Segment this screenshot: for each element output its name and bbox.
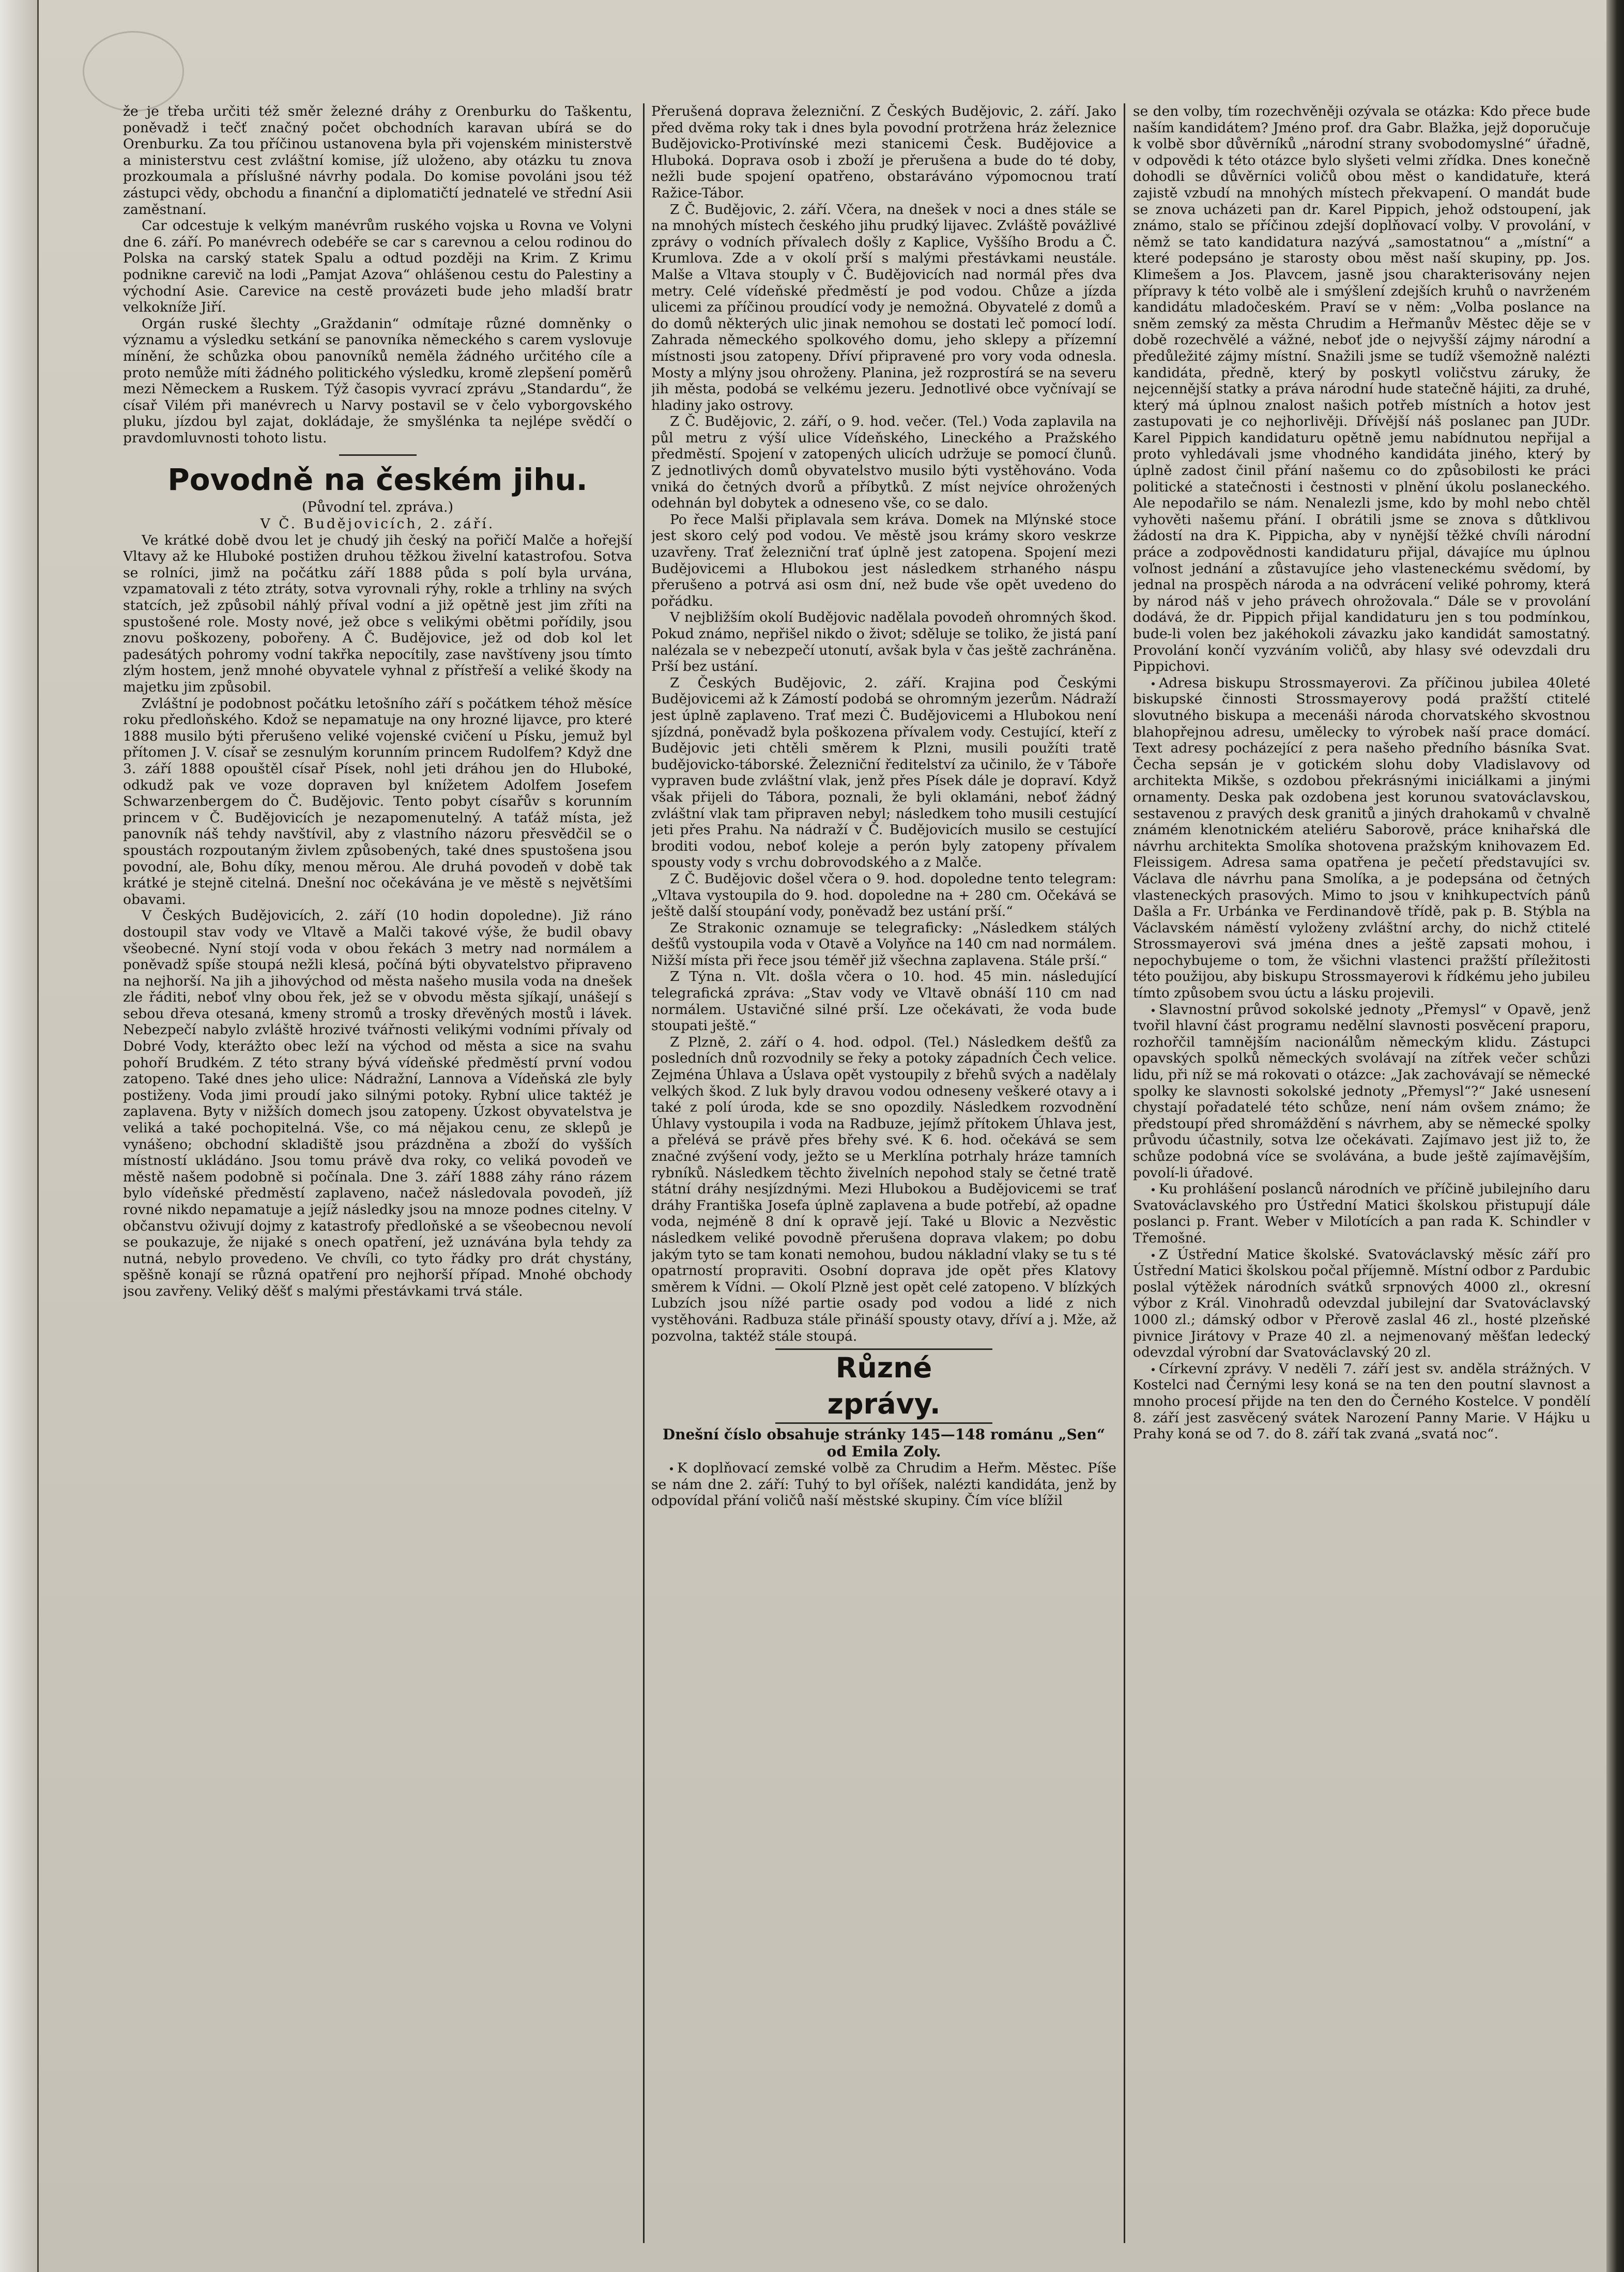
article-paragraph: že je třeba určiti též směr železné dráhy z Orenburku do Taškentu, poněvadž i tečť značný počet obchodních karavan ubírá se do Orenburku. Za tou příčinou ustanovena byla při vojenském ministerstvě a ministerstvu cest zvláštní komise, jíž uloženo, aby otázku tu znova prozkoumala a příslušné návrhy podala. Do komise povoláni jsou též zástupci vědy, obchodu a finanční a diplomatičtí jednatelé ve střední Asii zaměstnaní. [123,103,632,218]
article-paragraph: Z Českých Budějovic, 2. září. Krajina pod Českými Budějovicemi až k Zámostí podobá se ohromným jezerům. Nádraží jest úplně zaplaveno. Trať mezi Č. Budějovicemi a Hlubokou není sjízdná, poněvadž byla poškozena přívalem vody. Cestující, kteří z Budějovic jeti chtěli směrem k Plzni, musili použíti tratě budějovicko-táborské. Železniční ředitelství za učinilo, že v Táboře vypraven bude zvláštní vlak, jenž přes Písek dále je dopraví. Když však přijeli do Tábora, poznali, že byli oklamáni, neboť žádný zvláštní vlak tam připraven nebyl; následkem toho musili cestující jeti přes Prahu. Na nádraží v Č. Budějovicích musilo se cestující broditi vodou, neboť koleje a perón byly zatopeny přívalem spousty vody s vrchu dobrovodského a z Malče. [651,674,1116,871]
bullet-icon [1152,1009,1155,1012]
article-paragraph [651,1460,1116,1509]
bullet-icon [1152,1188,1155,1191]
column-right [1133,103,1590,2233]
column-rule [1124,103,1125,2243]
article-paragraph: Ze Strakonic oznamuje se telegraficky: „Následkem stálých dešťů vystoupila voda v Otavě a Volyňce na 140 cm nad normálem. Nižší místa při řece jsou téměř již všechna zaplavena. Stále prší.“ [651,919,1116,969]
article-text: Z Ústřední Matice školské. Svatováclavský měsíc září pro Ústřední Matici školskou počal příjemně. Místní odbor z Pardubic poslal výtěžek národních svátků srpnových 4000 zl., okresní výbor z Král. Vinohradů odevzdal jubilejní dar Svatováclavský 1000 zl.; dámský odbor v Přerově zaslal 46 zl., hosté plzeňské pivnice Jirátovy v Praze 40 zl. a nejmenovaný měšťan ledecký odevzdal výrobní dar Svatováclavský 20 zl. [1133,1246,1590,1361]
section-divider [339,454,417,456]
article-paragraph [1133,1361,1590,1442]
dateline: V Č. Budějovicích, 2. září. [260,516,495,532]
article-paragraph: Po řece Malši připlavala sem kráva. Domek na Mlýnské stoce jest skoro celý pod vodou. Ve městě jsou krámy skoro veskrze uzavřeny. Trať železniční trať úplně jest zatopena. Spojení mezi Budějovicemi a Hlubokou jest následkem strhaného náspu přerušeno a potrvá asi osm dní, než bude vše opět uvedeno do pořádku. [651,511,1116,609]
article-paragraph [1133,1247,1590,1361]
library-stamp [83,31,184,112]
section-heading-box: Různé zprávy. [775,1348,992,1424]
section-heading: Povodně na českém jihu. [167,462,588,498]
article-paragraph: Z Č. Budějovic, 2. září, o 9. hod. večer. (Tel.) Voda zaplavila na půl metru z výší ulice Vídeňského, Lineckého a Pražského předměstí. Spojení v zatopených ulicích udržuje se pomocí člunů. Z jednotlivých domů obyvatelstvo musilo býti vystěhováno. Voda vniká do četných dvorů a příbytků. Z míst nejvíce ohrožených odehnán byl dobytek a odneseno vše, co se dalo. [651,413,1116,512]
article-paragraph: V Českých Budějovicích, 2. září (10 hodin dopoledne). Již ráno dostoupil stav vody ve Vltavě a Malči takové výše, že budil obavy všeobecné. Nyní stojí voda v obou řekách 3 metry nad normálem a poněvadž spíše stoupá nežli klesá, počíná býti obyvatelstvo připraveno na nejhorší. Na jih a jihovýchod od města našeho musila voda na dnešek zle řáditi, neboť vlny obou řek, jež se v obvodu města sjíkají, unášejí s sebou dřeva otesaná, kmeny stromů a trosky dřevěných mostů i lávek. Nebezpečí nabylo zvláště hrozivé tvářnosti velikými vodními přívaly od Dobré Vody, kterážto obec leží na východ od města a sice na svahu pohoří Brudkém. Z této strany bývá vídeňské předměstí první vodou zatopeno. Také dnes jeho ulice: Nádražní, Lannova a Vídeňská zle byly postiženy. Voda jimi proudí jako silnými potoky. Rybní ulice taktéž je zaplavena. Byty v nižších domech jsou zatopeny. Úzkost obyvatelstva je veliká a také pochopitelná. Vše, co má nějakou cenu, ze sklepů je vynášeno; obchodní skladiště jsou prázdněna a zboží do vyšších místností ukládáno. Jsou tomu právě dva roky, co veliká povodeň ve městě našem podobně si počínala. Dne 3. září 1888 záhy ráno rázem bylo vídeňské předměstí zaplaveno, načež následovala povodeň, jíž rovné nikdo nepamatuje a jejíž následky jsou na mnoze podnes citelny. V občanstvu oživují dojmy z katastrofy předloňské a se všeobecnou nevolí se poukazuje, že nijaké s onech opatření, jež uznávána byla tehdy za nutná, nebylo provedeno. Ve chvíli, co tyto řádky pro drát chystány, spěšně konají se různá opatření pro nejhorší případ. Mnohé obchody jsou zavřeny. Veliký děšť s malými přestávkami trvá stále. [123,908,632,1299]
article-paragraph: Z Týna n. Vlt. došla včera o 10. hod. 45 min. následující telegrafická zpráva: „Stav vody ve Vltavě obnáší 110 cm nad normálem. Ustavičné silné prší. Lze očekávati, že voda bude stoupati ještě.“ [651,969,1116,1034]
article-paragraph [1133,1181,1590,1246]
column-middle [651,103,1116,2233]
article-text: Církevní zprávy. V neděli 7. září jest sv. anděla strážných. V Kostelci nad Černými lesy koná se na ten den poutní slavnost a mnoho procesí přijde na ten den do Černého Kostelce. V pondělí 8. září jest zasvěcený svátek Narození Panny Marie. V Hájku u Prahy koná se od 7. do 8. září tak zvaná „svatá noc“. [1133,1360,1590,1442]
article-paragraph: Přerušená doprava železniční. Z Českých Budějovic, 2. září. Jako před dvěma roky tak i dnes byla povodní protržena hráz železnice Budějovicko-Protivínské mezi stanicemi Česk. Budějovice a Hluboká. Doprava osob i zboží je přerušena a bude do té doby, nežli bude spojení opatřeno, obstaráváno výpomocnou tratí Ražice-Tábor. [651,103,1116,201]
page-edge-shadow [1606,0,1624,2272]
article-paragraph: Car odcestuje k velkým manévrům ruského vojska u Rovna ve Volyni dne 6. září. Po manévrech odebéře se car s carevnou a celou rodinou do Polska na carský statek Spalu a odtud později na Krim. Z Krimu podnikne carevič na lodi „Pamjat Azova“ ohlášenou cestu do Palestiny a východní Asie. Carevice na cestě provázeti bude jeho mladší bratr velkokníže Jiří. [123,218,632,316]
bullet-icon [1152,1368,1155,1371]
bullet-icon [1152,682,1155,685]
bullet-icon [1152,1254,1155,1257]
article-paragraph: Z Č. Budějovic, 2. září. Včera, na dnešek v noci a dnes stále se na mnohých místech českého jihu prudký lijavec. Zvláště povážlivé zprávy o vodních přívalech došly z Kaplice, Vyššího Brodu a Č. Krumlova. Zde a v okolí prší s malými přestávkami neustále. Malše a Vltava stouply v Č. Budějovicích nad normál přes dva metry. Celé vídeňské předměstí je pod vodou. Chůze a jízda ulicemi za příčinou proudící vody je nemožná. Obyvatelé z domů a do domů některých ulic jinak nemohou se dostati leč pomocí lodí. Zahrada německého spolkového domu, jeho sklepy a přízemní místnosti jsou zatopeny. Dříví připravené pro vory voda odnesla. Mosty a mlýny jsou ohroženy. Planina, jež rozprostírá se na severu jih města, podobá se velkému jezeru. Jednotlivé obce vyčnívají se hladiny jako ostrovy. [651,201,1116,413]
article-paragraph: Zvláštní je podobnost počátku letošního září s počátkem téhož měsíce roku předloňského. Kdož se nepamatuje na ony hrozné lijavce, pro které 1888 musilo býti přerušeno veliké vojenské cvičení u Písku, jemuž byl přítomen J. V. císař se zesnulým korunním princem Rudolfem? Když dne 3. září 1888 opouštěl císař Písek, nohl jeti dráhou jen do Hluboké, odkudž pak ve voze dopraven byl knížetem Adolfem Josefem Schwarzenbergem do Č. Budějovic. Tento pobyt císařův s korunním princem v Č. Budějovicích je nezapomenutelný. A taťáž místa, jež panovník náš tehdy navštívil, aby z vlastního názoru přesvědčil se o spoustách rozpoutaným živlem způsobených, také dnes spustošena jsou povodní, ale, Bohu díky, menou měrou. Ale druhá povodeň v době tak krátké je stejně citelná. Dnešní noc očekávána je ve městě s největšími obavami. [123,695,632,908]
article-text: Slavnostní průvod sokolské jednoty „Přemysl“ v Opavě, jenž tvořil hlavní část programu nedělní slavnosti posvěcení praporu, rozhořčil tamnějším nacionálům německým klidu. Zástupci opavských spolků německých svolávají na zítřek večer schůzi lidu, při níž se má rokovati o otázce: „Jak zachovávají se německé spolky ke slavnosti sokolské jednoty „Přemysl“?“ Jaké usnesení chystají pořadatelé této schůze, není nám ovšem známo; že předstoupí před shromáždění s návrhem, aby se německé spolky průvodu účastnily, sotva lze očekávati. Zajímavo jest již to, že schůze podobná více se svolávána, a bude ještě zajímavějším, povolí-li úřadové. [1133,1001,1590,1181]
article-paragraph: se den volby, tím rozechvěněji ozývala se otázka: Kdo přece bude naším kandidátem? Jméno prof. dra Gabr. Blažka, jejž doporučuje k volbě sbor důvěrníků „národní strany svobodomyslné“ úřadně, v odpovědi k této otázce bylo slyšeti velmi zřídka. Dnes konečně dohodli se důvěrníci voličů obou měst o kandidatuře, která zajistě vzbudí na mnohých místech překvapení. O mandát bude se znova ucházeti pan dr. Karel Pippich, jehož odstoupení, jak známo, stalo se příčinou zdejší doplňovací volby. V provolání, v němž se tato kandidatura nazývá „samostatnou“ a „místní“ a které podepsáno je starosty obou měst naší skupiny, pp. Jos. Klimešem a Jos. Plavcem, jasně jsou charakterisovány nejen přípravy k této volbě ale i smýšlení zdejších kruhů o navrženém kandidátu mladočeském. Praví se v něm: „Volba poslance na sněm zemský za města Chrudim a Heřmanův Městec děje se v době rozechvělé a vážné, neboť jde o nejvyšší zájmy národní a předůležité zájmy místní. Snažili jsme se tudíž všemožně nalézti kandidáta, předně, který by poskytl voličstvu záruky, že nejcennější statky a práva národní hude statečně hájiti, za druhé, který má úplnou znalost našich potřeb místních a hotov jest zastupovati je co nejhorlivěji. Dřívější náš poslanec pan JUDr. Karel Pippich kandidaturu opětně jemu nabídnutou nepřijal a proto vyhledávali jsme vhodného kandidáta jiného, který by úplně zadost činil přání našemu co do způsobilosti ke práci politické a statečnosti i čestnosti v plnění úkolu poslaneckého. Ale nepodařilo se nám. Nenalezli jsme, kdo by mohl nebo chtěl vyhověti našemu přání. I obrátili jsme se znova s důtklivou žádostí na dra K. Pippicha, aby v nynější těžké chvíli národní práce a zodpovědnosti kandidaturu přijal, dávajíce mu úplnou voľnost jednání a zůstavujíce jeho vlasteneckému svědomí, by jednal na prospěch národa a na odvrácení veliké pohromy, která by národ náš v jeho právech ohrožovala.“ Dále se v provolání dodává, že dr. Pippich přijal kandidaturu jen s tou podmínkou, bude-li volen bez jakéhokoli závazku jako kandidát samostatný. Provolání končí vyzváním voličů, aby hlasy své odevzdali dru Pippichovi. [1133,103,1590,675]
notice: Dnešní číslo obsahuje stránky 145—148 románu „Sen“ od Emila Zoly. [662,1426,1106,1461]
article-paragraph: V nejbližším okolí Budějovic nadělala povodeň ohromných škod. Pokud známo, nepřišel nikdo o život; sděluje se toliko, že jistá paní nalézala se v nebezpečí utonutí, avšak byla v čas ještě zachráněna. Prší bez ustání. [651,609,1116,675]
article-text: Adresa biskupu Strossmayerovi. Za příčinou jubilea 40leté biskupské činnosti Strossmayerovy podá pražští ctitelé slovutného biskupa a mecenáši národa chorvatského skvostnou blahopřejnou adresu, umělecky to výrobek naší prace domácí. Text adresy pocházející z pera našeho předního básníka Svat. Čecha sepsán je v gotickém slohu doby Vladislavovy od architekta Mikše, s ozdobou překrásnými iniciálkami a jinými ornamenty. Deska pak ozdobena jest korunou svatováclavskou, sestavenou z pravých desk granitů a jiných drahokamů v chvalně známém klenotnickém ateliéru Saborově, práce knihařská dle návrhu architekta Smolíka shotovena pražským knihovazem Ed. Fleissigem. Adresa sama opatřena je pečetí představujíci sv. Václava dle návrhu pana Smolíka, a je podepsána od četných vlasteneckých prasových. Mimo to jsou v knihkupectvích pánů Dašla a Fr. Urbánka ve Ferdinandově třídě, pak p. B. Stýbla na Václavském náměstí vyloženy zvláštní archy, do nichž ctitelé Strossmayerovi svá jména dnes a ještě zapsati mohou, i nepochybujeme o tom, že všichni vlastenci pražští příležitosti této použijou, aby biskupu Strossmayerovi k řídkému jeho jubileu tímto způsobem svou úctu a lásku projevili. [1133,674,1590,1002]
binding-strip [0,0,39,2272]
column-left [123,103,632,2233]
article-paragraph: Ve krátké době dvou let je chudý jih český na pořičí Malče a hořejší Vltavy až ke Hluboké postižen druhou těžkou živelní katastrofou. Sotva se rolníci, jimž na počátku září 1888 půda s polí byla urvána, vzpamatovali z této ztráty, sotva vyrovnali rýhy, rokle a trhliny na svých statcích, jež způsobil náhlý příval vodní a již opětně jest jim zříti na spustošené role. Mosty nové, jež obce s velikými obětmi pořídily, jsou znovu poškozeny, pobořeny. A Č. Budějovice, jež od dob kol let padesátých pohromy vodní takřka nepocítily, zase navštíveny jsou tímto zlým hostem, jenž mnohé obyvatele vyhnal z přístřeší a veliké škody na majetku jim způsobil. [123,532,632,695]
article-paragraph [1133,1002,1590,1181]
article-paragraph: Orgán ruské šlechty „Graždanin“ odmítaje různé domněnky o významu a výsledku setkání se panovníka německého s carem vyslovuje mínění, že schůzka obou panovníků neměla žádného určitého cíle a proto nemůže míti žádného politického výsledku, kromě zlepšení poměrů mezi Německem a Ruskem. Týž časopis vyvrací zprávu „Standardu“, že císař Vilém při manévrech u Narvy postavil se v čelo vyborgovského pluku, jízdou byl zajat, dokládaje, že smyšlénka ta nejlépe svědčí o pravdomluvnosti tohoto listu. [123,315,632,446]
article-paragraph: Z Č. Budějovic došel včera o 9. hod. dopoledne tento telegram: „Vltava vystoupila do 9. hod. dopoledne na + 280 cm. Očekává se ještě další stoupání vody, poněvadž bez ustání prší.“ [651,870,1116,920]
article-text: K doplňovací zemské volbě za Chrudim a Heřm. Městec. Píše se nám dne 2. září: Tuhý to byl oříšek, nalézti kandidáta, jenž by odpovídal přání voličů naší městské skupiny. Čím více blížil [651,1460,1116,1509]
section-subheading: (Původní tel. zpráva.) [301,499,454,516]
article-paragraph: Z Plzně, 2. září o 4. hod. odpol. (Tel.) Následkem dešťů za posledních dnů rozvodnily se řeky a potoky západních Čech velice. Zejména Úhlava a Úslava opět vystoupily z břehů svých a nadělaly velkých škod. Z luk byly dravou vodou odneseny veškeré otavy a i také z polí úroda, kde se sno opozdily. Následkem rozvodnění Úhlavy vystoupila i voda na Radbuze, jejímž přítokem Úhlava jest, a přelévá se právě přes břehy své. K 6. hod. očekává se sem značné zvýšení vody, ježto se u Merklína potrhaly hráze tamních rybníků. Následkem těchto živelních nepohod staly se četné tratě státní dráhy nesjízdnými. Mezi Hlubokou a Budějovicemi se trať dráhy Františka Josefa úplně zaplavena a bude potřebí, až opadne voda, nejméně 8 dní k opravě její. Také u Blovic a Nezvěstic následkem veliké povodně přerušena doprava vlakem; po dobu jakým tyto se tam konati nemohou, budou nákladní vlaky se tu s té opatrností propraviti. Osobní doprava jde opět přes Klatovy směrem k Vídni. — Okolí Plzně jest opět celé zatopeno. V blízkých Lubzích jsou nížé partie osady pod vodou a lidé z nich vystěhováni. Radbuza stále přináší spousty otavy, dříví a j. Mže, až pozvolna, taktéž stále stoupá. [651,1034,1116,1344]
article-paragraph [1133,675,1590,1002]
column-rule [643,103,645,2243]
article-text: Ku prohlášení poslanců národních ve příčině jubilejního daru Svatováclavského pro Ústřední Matici školskou přistupují dále poslanci p. Frant. Weber v Milotících a pan rada K. Schindler v Třemošné. [1133,1181,1590,1246]
bullet-icon [670,1467,673,1470]
